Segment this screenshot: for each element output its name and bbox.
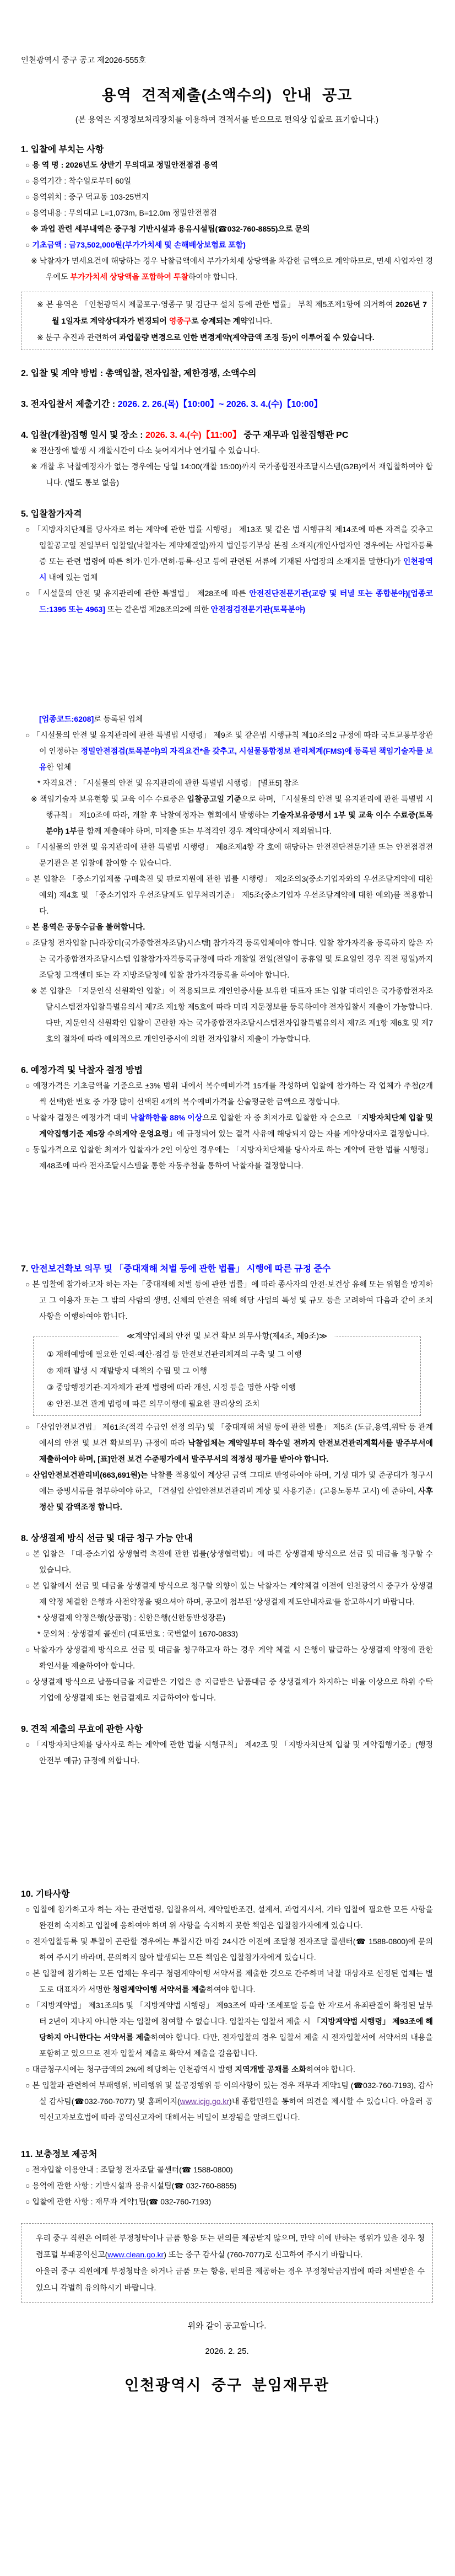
section-4 <box>21 428 433 491</box>
announcement-date: 2026. 2. 25. <box>205 2347 249 2356</box>
section-8-heading: 8. 상생결제 방식 선금 및 대금 청구 가능 안내 <box>21 1534 193 1543</box>
tie-break-clause: ○ 동일가격으로 입찰한 최저가 입찰자가 2인 이상인 경우에는 「지방자치단체를 당사자로 하는 계약에 관한 법률 시행령」 제48조에 따라 전자조달시스템을 통한 자동추첨을 통하여 낙찰자를 결정합니다. <box>25 1145 433 1170</box>
section-9 <box>21 1722 433 1769</box>
succession-notice-box <box>21 292 433 350</box>
engineer-cert-note: ※ 책임기술자 보유현황 및 교육 이수 수료증은 입찰공고일 기준으로 하며, 「시설물의 안전 및 유지관리에 관한 특별법 시행규칙」 제10조에 따라, 개찰 후 낙찰예정자는 협회에서 발행하는 기술자보유증명서 1부 및 교육 이수 수료증(토목분야) 1부를 함께 제출해야 하며, 미제출 또는 부적격인 경우 계약대상에서 제외됩니다. <box>31 795 434 835</box>
g2b-registration-clause: ○ 조달청 전자입찰 [나라장터(국가종합전자조달)시스템] 참가자격 등록업체여야 합니다. 입찰 참가자격을 등록하지 않은 자는 국가종합전자조달시스템 입찰참가자격등록규정에 따라 개찰일 전일(전일이 공휴일 및 토요일인 경우 직전 평일)까지 조달청 고객센터 또는 각 지방조달청에 입찰 참가자격등록을 하여야 합니다. <box>25 938 433 979</box>
winwin-payment-intro: ○ 본 입찰은 「대·중소기업 상생협력 촉진에 관한 법률(상생협력법)」에 따른 상생결제 방식으로 선금 및 대금을 청구할 수 있습니다. <box>25 1549 433 1574</box>
winwin-bank-info: * 상생결제 약정은행(상품명) : 신한은행(신한동반성장론) <box>37 1613 226 1622</box>
bidder-responsibility-clause: ○ 입찰에 참가하고자 하는 자는 관련법령, 입찰유의서, 계약일반조건, 설계서, 과업지시서, 기타 입찰에 필요한 모든 사항을 완전히 숙지하고 입찰에 응하여야 하며 위 사항을 숙지하지 못한 책임은 입찰참가자에게 있습니다. <box>25 1905 433 1930</box>
section-1 <box>21 143 433 285</box>
safety-item-1: ① 재해예방에 필요한 인력·예산·점검 등 안전보건관리체계의 구축 및 그 이행 <box>47 1350 302 1359</box>
regional-bond-clause: ○ 대금청구시에는 청구금액의 2%에 해당하는 인천광역시 발행 지역개발 공채를 소화하여야 합니다. <box>25 2065 355 2074</box>
eligibility-license: ○ 「시설물의 안전 및 유지관리에 관한 특별법」 제28조에 따른 안전진단전문기관(교량 및 터널 또는 종합분야)[업종코드:1395 또는 4963] 또는 같은법 제28조의2에 의한 안전점검전문기관(토목분야) <box>25 589 433 614</box>
submission-period-value: 2026. 2. 26.(목)【10:00】~ 2026. 3. 4.(수)【10:00】 <box>117 400 323 409</box>
issuing-authority: 인천광역시 중구 분임재무관 <box>124 2377 329 2393</box>
section-1-heading: 1. 입찰에 부치는 사항 <box>21 145 104 154</box>
ebid-contact-line: ○ 전자입찰 이용안내 : 조달청 전자조달 콜센터(☎ 1588-0800) <box>25 2165 233 2174</box>
corruption-report-clause: ○ 본 입찰과 관련하여 부패행위, 비리행위 및 불공정행위 등 이의사항이 있는 경우 재무과 계약1팀 (☎032-760-7193), 감사실 감사팀(☎032-760-7077) 및 홈페이지(www.icjg.go.kr)내 종합민원을 통하여 의견을 제시할 수 있습니다. 아울러 공익신고자보호법에 따라 공익신고자에 대해서는 비밀이 보장됨을 알려드립니다. <box>25 2081 434 2122</box>
section-10-heading: 10. 기타사항 <box>21 1890 70 1899</box>
callcenter-inquiry-clause: ○ 전자입찰등록 및 투찰이 곤란할 경우에는 투찰시간 마감 24시간 이전에 조달청 전자조달 콜센터(☎ 1588-0800)에 문의하여 주시기 바라며, 문의하지 않아 발생되는 모든 책임은 입찰참가자에게 있습니다. <box>25 1937 433 1962</box>
service-content-line: ○ 용역내용 : 무의대교 L=1,073m, B=12.0m 정밀안전점검 <box>25 208 217 217</box>
service-contact-line: ○ 용역에 관한 사항 : 기반시설과 용유시설팀(☎ 032-760-8855) <box>25 2181 237 2190</box>
closing-statement: 위와 같이 공고합니다. <box>187 2321 267 2331</box>
safety-plan-clause: ○ 「산업안전보건법」 제61조(적격 수급인 선정 의무) 및 「중대재해 처벌 등에 관한 법률」 제5조 (도급,용역,위탁 등 관계에서의 안전 및 보건 확보의무) 규정에 따라 낙찰업체는 계약일부터 착수일 전까지 안전보건관리계획서를 발주부서에 제출하여야 하며, [표]안전 보건 수준평가에서 발주부서의 적정성 평가를 받아야 합니다. <box>25 1423 433 1463</box>
page-title: 용역 견적제출(소액수의) 안내 공고 <box>101 87 353 104</box>
integrity-pledge-clause: ○ 본 입찰에 참가하는 모든 업체는 우리구 청렴계약이행 서약서를 제출한 것으로 간주하며 낙찰 대상자로 선정된 업체는 별도로 대표자가 서명한 청렴계약이행 서약서를 제출하여야 합니다. <box>25 1969 433 1994</box>
safety-obligation-box-title: ≪계약업체의 안전 및 보건 확보 의무사항(제4조, 제9조)≫ <box>119 1330 335 1341</box>
succession-note: ※ 본 용역은 「인천광역시 제물포구·영종구 및 검단구 설치 등에 관한 법률」 부칙 제5조제1항에 의거하여 2026년 7월 1일자로 계약상대자가 변경되어 영종구로 승계되는 계약입니다. <box>37 300 427 325</box>
integrity-report-paragraph: 우리 중구 직원은 어떠한 부정청탁이나 금품 향응 또는 편의를 제공받지 않으며, 만약 이에 반하는 행위가 있을 경우 청렴포털 부패공익신고(www.clean.go.kr) 또는 중구 감사실 (760-7077)로 신고하여 주시기 바랍니다. <box>36 2234 425 2259</box>
safety-obligation-intro: ○ 본 입찰에 참가하고자 하는 자는「중대재해 처벌 등에 관한 법률」에 따라 종사자의 안전·보건상 유해 또는 위험을 방지하고 그 이용자 또는 그 밖의 사람의 생명, 신체의 안전을 위해 해당 사업의 특성 및 규모 등을 고려하여 다음과 같이 조치사항을 이행하여야 합니다. <box>25 1280 433 1321</box>
invalid-bid-clause: ○ 「지방자치단체를 당사자로 하는 계약에 관한 법률 시행규칙」 제42조 및 「지방자치단체 입찰 및 계약집행기준」(행정안전부 예규) 규정에 의합니다. <box>25 1740 433 1765</box>
safety-item-4: ④ 안전·보건 관계 법령에 따른 의무이행에 필요한 관리상의 조치 <box>47 1399 260 1408</box>
integrity-notice-box <box>21 2223 433 2303</box>
sme-exception-clause: ○ 본 입찰은 「중소기업제품 구매촉진 및 판로지원에 관한 법률 시행령」 제2조의3(중소기업자와의 우선조달계약에 대한 예외) 제4호 및 「중소기업자 우선조달제도 업무처리기준」 제5조(중소기업자 우선조달계약에 대한 예외)를 적용합니다. <box>25 874 433 915</box>
section-7-heading: 7. 안전보건확보 의무 및 「중대재해 처벌 등에 관한 법률」 시행에 따른 규정 준수 <box>21 1264 331 1274</box>
base-amount-line: ○ 기초금액 : 금73,502,000원(부가가치세 및 손해배상보험료 포함) <box>25 240 246 249</box>
tax-evasion-clause: ○ 「지방계약법」 제31조의5 및 「지방계약법 시행령」 제93조에 따라 '조세포탈 등을 한 자'로서 유죄판결이 확정된 날부터 2년이 지나지 아니한 자는 입찰에 참여할 수 없습니다. 입찰자는 입찰서 제출 시 「지방계약법 시행령」 제93조에 해당하지 아니한다는 서약서를 제출하여야 합니다. 다만, 전자입찰의 경우 입찰서 제출 시 전자입찰서에 서약서의 내용을 포함하고 있으므로 전자 입찰서 제출로 확약서 제출을 갈음합니다. <box>25 2001 433 2058</box>
exclusion-clause: ○ 「시설물의 안전 및 유지관리에 관한 특별법 시행령」 제8조제4항 각 호에 해당하는 안전진단전문기관 또는 안전점검전문기관은 본 입찰에 참여할 수 없습니다. <box>25 842 433 867</box>
fingerprint-note: ※ 본 입찰은 「지문인식 신원확인 입찰」이 적용되므로 개인인증서를 보유한 대표자 또는 입찰 대리인은 국가종합전자조달시스템전자입찰특별유의서 제7조 제1항 제5호에 따라 미리 지문정보를 등록하여야 전자입찰서 제출이 가능합니다. <box>31 986 433 1011</box>
safety-obligation-box <box>33 1332 421 1416</box>
eligibility-engineer: ○ 「시설물의 안전 및 유지관리에 관한 특별법 시행령」 제9조 및 같은법 시행규칙 제10조의2 규정에 따라 국토교통부장관이 인정하는 정밀안전점검(토목분야)의 자격요건*을 갖추고, 시설물통합정보 관리체계(FMS)에 등록된 책임기술자를 보유한 업체 <box>25 731 433 771</box>
estimated-price-method: ○ 예정가격은 기초금액을 기준으로 ±3% 범위 내에서 복수예비가격 15개를 작성하며 입찰에 참가하는 각 업체가 추첨(2개씩 선택)한 번호 중 가장 많이 선택된 4개의 복수예비가격을 산술평균한 금액으로 정합니다. <box>25 1081 433 1106</box>
section-2-heading: 2. 입찰 및 계약 방법 : 총액입찰, 전자입찰, 제한경쟁, 소액수의 <box>21 369 257 378</box>
section-11-heading: 11. 보충정보 제공처 <box>21 2150 98 2159</box>
rebid-note: ※ 개찰 후 낙찰예정자가 없는 경우에는 당일 14:00(개찰 15:00)까지 국가종합전자조달시스템(G2B)에서 재입찰하여야 합니다. (별도 통보 없음) <box>31 462 433 487</box>
district-split-note: ※ 분구 추진과 관련하여 과업물량 변경으로 인한 변경계약(계약금액 조정 등)이 이루어질 수 있습니다. <box>37 333 375 342</box>
section-10 <box>21 1887 433 2126</box>
page-break-gap <box>21 1769 433 1887</box>
page-subtitle: (본 용역은 지정정보처리장치를 이용하여 견적서를 받으므로 편의상 입찰로 표기합니다.) <box>75 116 379 125</box>
eligibility-license-continued: [업종코드:6208]로 등록된 업체 <box>39 715 143 723</box>
tax-note: ※ 낙찰자가 면세요건에 해당하는 경우 낙찰금액에서 부가가치세 상당액을 차감한 금액으로 계약하므로, 면세 사업자인 경우에도 부가가치세 상당액을 포함하여 투찰하여야 합니다. <box>31 256 433 281</box>
winwin-agreement-clause: ○ 본 입찰에서 선금 및 대금을 상생결제 방식으로 청구할 의향이 있는 낙찰자는 계약체결 이전에 인천광역시 중구가 상생결제 약정 체결한 은행과 사전약정을 맺으셔야 하며, 공고에 첨부된 '상생결제 제도안내자료'를 참고하시기 바랍니다. <box>25 1581 433 1606</box>
task-detail-note: ※ 과업 관련 세부내역은 중구청 기반시설과 용유시설팀(☎032-760-8855)으로 문의 <box>31 224 310 233</box>
section-2 <box>21 367 433 381</box>
notice-number: 인천광역시 중구 공고 제2026-555호 <box>21 56 147 65</box>
safety-item-2: ② 재해 발생 시 재발방지 대책의 수립 및 그 이행 <box>47 1366 207 1375</box>
page-break-gap <box>21 618 433 711</box>
section-4-heading: 4. 입찰(개찰)집행 일시 및 장소 : 2026. 3. 4.(수)【11:00】 중구 재무과 입찰집행관 PC <box>21 431 349 440</box>
eligibility-region: ○ 「지방자치단체를 당사자로 하는 계약에 관한 법률 시행령」 제13조 및 같은 법 시행규칙 제14조에 따른 자격을 갖추고 입찰공고일 전일부터 입찰일(낙찰자는 계약체결일)까지 법인등기부상 본점 소재지(개인사업자인 경우에는 사업자등록증 또는 관련 법령에 따른 허가·인가·면허·등록·신고 등에 관련된 서류에 기재된 사업장의 소재지를 말한다)가 인천광역시 내에 있는 업체 <box>25 525 433 582</box>
winwin-subcontract-clause: ○ 상생결제 방식으로 납품대금을 지급받은 기업은 총 지급받은 납품대금 중 상생결제가 차지하는 비율 이상으로 하위 수탁기업에 상생결제 또는 현금결제로 지급하여야 합니다. <box>25 1677 433 1702</box>
award-decision-method: ○ 낙찰자 결정은 예정가격 대비 낙찰하한율 88% 이상으로 입찰한 자 중 최저가로 입찰한 자 순으로 「지방자치단체 입찰 및 계약집행기준 제5장 수의계약 운영요령」에 규정되어 있는 결격 사유에 해당되지 않는 자를 계약상대자로 결정합니다. <box>25 1113 433 1138</box>
fingerprint-exception-note: 다만, 지문인식 신원확인 입찰이 곤란한 자는 국가종합전자조달시스템전자입찰특별유의서 제7조 제1항 제6호 및 제7호의 절차에 따라 예외적으로 개인인증서에 의한 전자입찰서 제출이 가능합니다. <box>46 1018 433 1043</box>
safety-cost-clause: ○ 산업안전보건관리비(663,691원)는 낙찰률 적용없이 계상된 금액 그대로 반영하여야 하며, 기성 대가 및 준공대가 청구시에는 증빙서류를 첨부하여야 하고, 「건설업 산업안전보건관리비 계상 및 사용기준」(고용노동부 고시) 에 준하여, 사후 정산 및 감액조정 합니다. <box>25 1471 433 1511</box>
service-period-line: ○ 용역기간 : 착수일로부터 60일 <box>25 176 132 185</box>
qualification-ref-note: * 자격요건 : 「시설물의 안전 및 유지관리에 관한 특별법 시행령」 [별표5] 참조 <box>37 779 299 787</box>
bid-contact-line: ○ 입찰에 관한 사항 : 재무과 계약1팀(☎ 032-760-7193) <box>25 2197 212 2206</box>
section-11 <box>21 2148 433 2210</box>
section-8 <box>21 1532 433 1706</box>
integrity-warning-paragraph: 아울러 중구 직원에게 부정청탁을 하거나 금품 또는 향응, 편의를 제공하는 경우 부정청탁금지법에 따라 처벌받을 수 있으니 각별히 유의하시기 바랍니다. <box>36 2267 425 2292</box>
safety-item-3: ③ 중앙행정기관·지자체가 관계 법령에 따라 개선, 시정 등을 명한 사항 이행 <box>47 1383 296 1392</box>
section-9-heading: 9. 견적 제출의 무효에 관한 사항 <box>21 1725 143 1734</box>
section-6 <box>21 1064 433 1174</box>
clean-portal-link[interactable]: www.clean.go.kr <box>107 2250 164 2259</box>
opening-datetime-value: 2026. 3. 4.(수)【11:00】 <box>145 431 241 440</box>
icjg-homepage-link[interactable]: www.icjg.go.kr <box>180 2097 230 2106</box>
joint-supply-prohibited: ○ 본 용역은 공동수급을 불허합니다. <box>25 922 145 931</box>
section-5 <box>21 507 433 1047</box>
page-break-gap <box>21 1174 433 1262</box>
section-6-heading: 6. 예정가격 및 낙찰자 결정 방법 <box>21 1066 143 1075</box>
section-5-heading: 5. 입찰참가자격 <box>21 509 82 519</box>
winwin-confirmation-clause: ○ 낙찰자가 상생결제 방식으로 선금 및 대금을 청구하고자 하는 경우 계약 체결 시 은행이 발급하는 상생결제 약정에 관한 확인서를 제출하여야 합니다. <box>25 1645 433 1670</box>
section-7 <box>21 1262 433 1515</box>
service-location-line: ○ 용역위치 : 중구 덕교동 103-25번지 <box>25 192 149 201</box>
section-3-heading: 3. 전자입찰서 제출기간 : 2026. 2. 26.(목)【10:00】~ 2026. 3. 4.(수)【10:00】 <box>21 400 323 409</box>
base-amount-value: 기초금액 : 금73,502,000원(부가가치세 및 손해배상보험료 포함) <box>32 240 246 249</box>
section-3 <box>21 398 433 412</box>
service-name-line: ○ 용 역 명 : 2026년도 상반기 무의대교 정밀안전점검 용역 <box>25 160 218 169</box>
winwin-callcenter-info: * 문의처 : 상생결제 콜센터 (대표번호 : 국번없이 1670-0833) <box>37 1629 239 1638</box>
system-delay-note: ※ 전산장애 발생 시 개찰시간이 다소 늦어지거나 연기될 수 있습니다. <box>31 446 260 455</box>
